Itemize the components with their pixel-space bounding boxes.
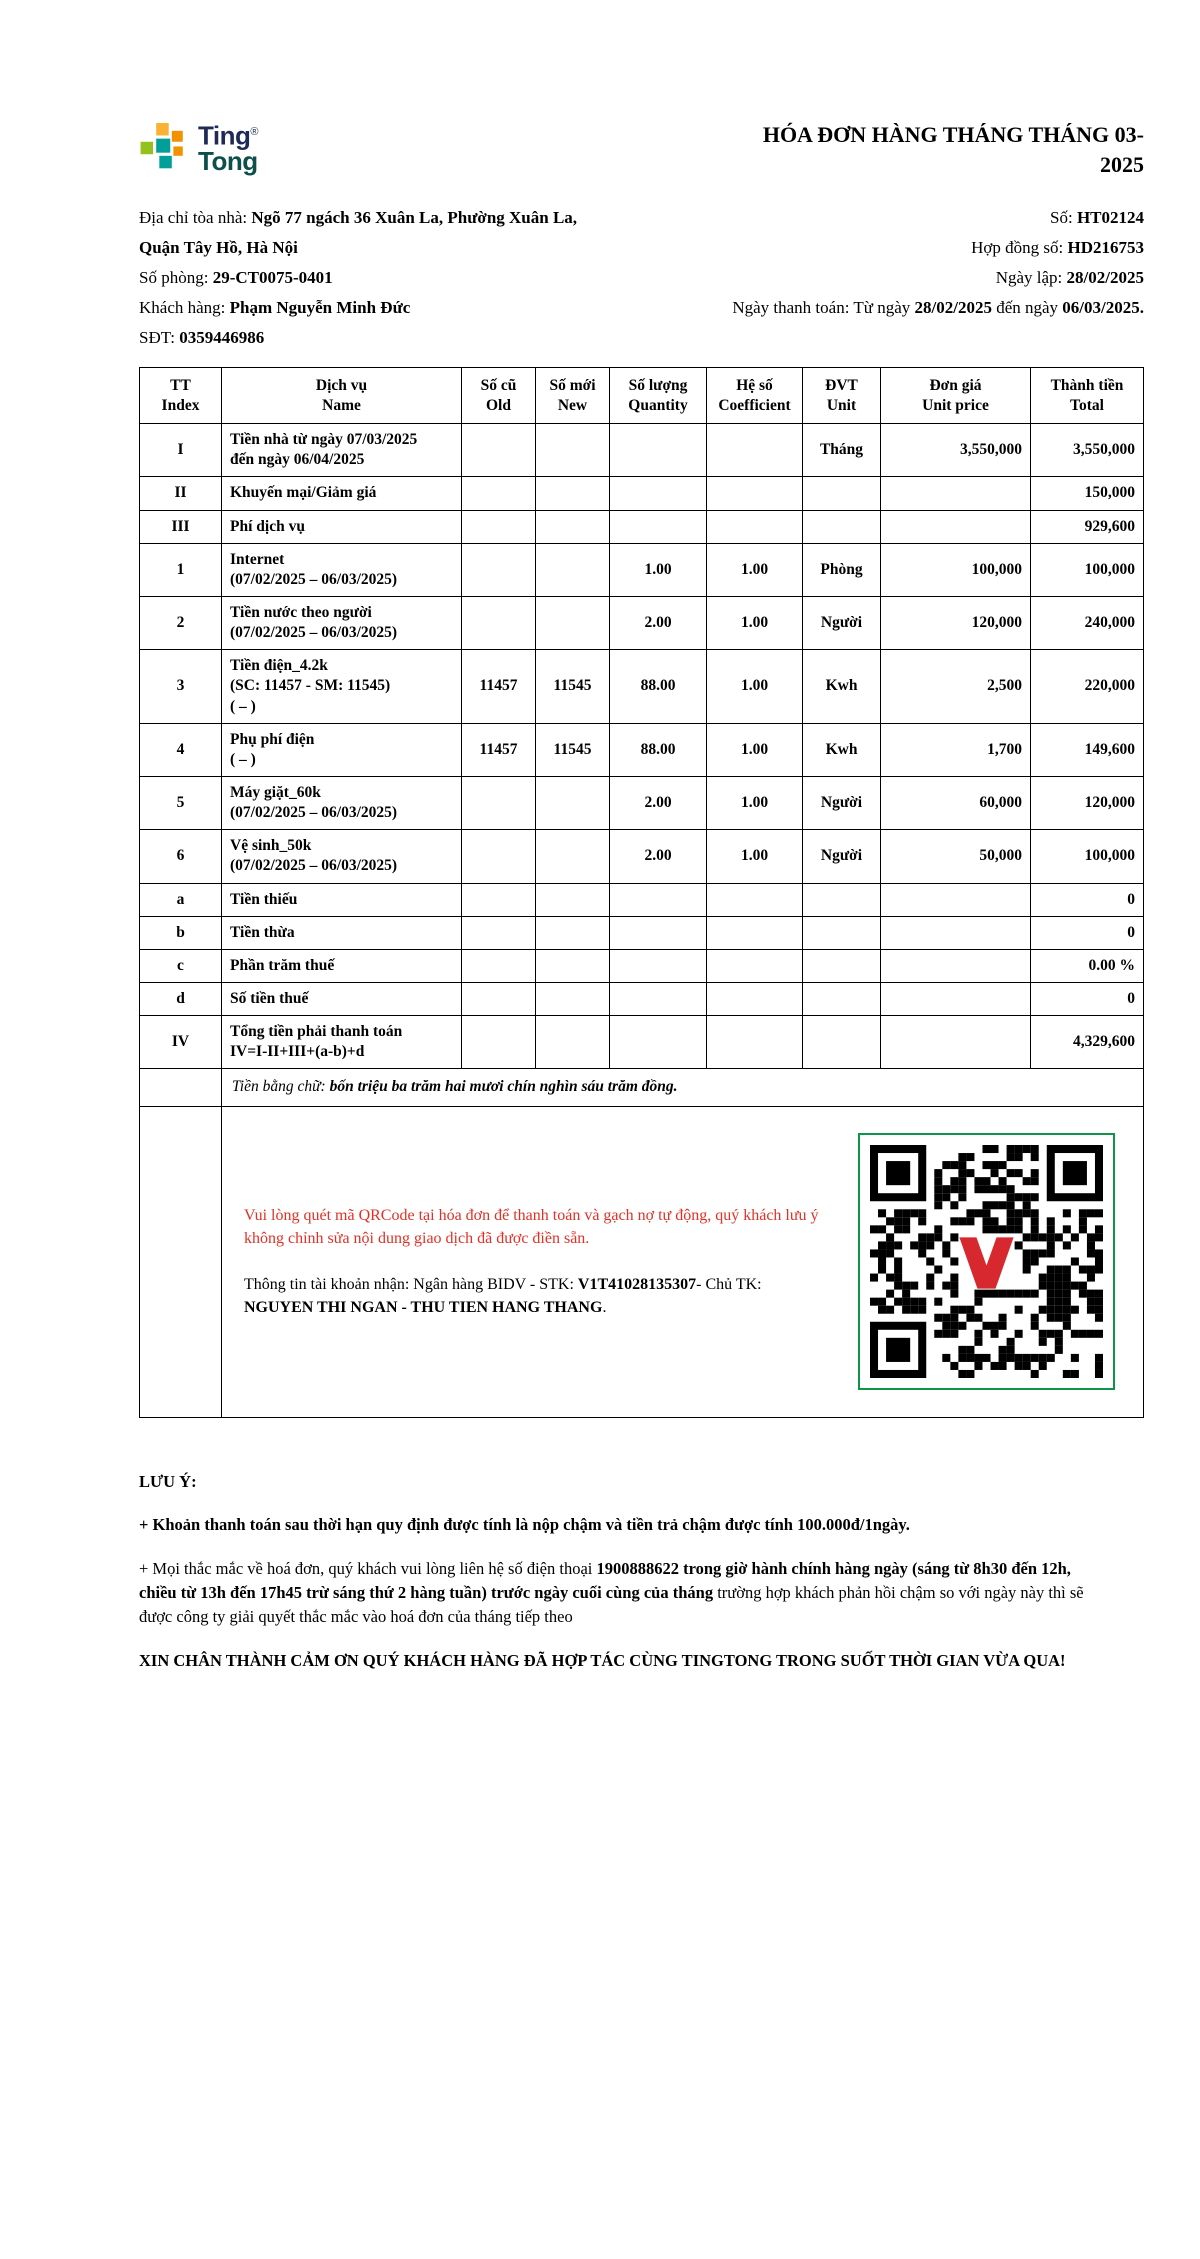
cell-unit: Người xyxy=(803,776,881,829)
cell-price: 1,700 xyxy=(881,723,1031,776)
room-number xyxy=(139,263,577,293)
invoice-title: HÓA ĐƠN HÀNG THÁNG THÁNG 03-2025 xyxy=(762,122,1144,177)
cell-old xyxy=(462,543,536,596)
payment-period xyxy=(732,293,1144,323)
cell-coef xyxy=(707,916,803,949)
cell-unit: Tháng xyxy=(803,424,881,477)
text-part: NGUYEN THI NGAN - THU TIEN HANG THANG xyxy=(244,1298,603,1316)
cell-coef xyxy=(707,949,803,982)
cell-new xyxy=(536,543,610,596)
cell-coef xyxy=(707,510,803,543)
cell-unit xyxy=(803,916,881,949)
issue-date xyxy=(732,263,1144,293)
cell-new xyxy=(536,477,610,510)
column-header xyxy=(1031,368,1144,424)
text-part: HT02124 xyxy=(1076,208,1144,228)
qr-code xyxy=(858,1133,1115,1390)
cell-unit xyxy=(803,477,881,510)
cell-price xyxy=(881,510,1031,543)
bank-account-info xyxy=(244,1273,834,1319)
service-name-cell xyxy=(222,477,462,510)
column-header-line: TT xyxy=(170,377,191,395)
cell-qty: 2.00 xyxy=(610,596,707,649)
cell-old xyxy=(462,596,536,649)
service-name-line: Phần trăm thuế xyxy=(230,956,335,974)
column-header-line: Old xyxy=(486,396,511,414)
service-name-line: Phụ phí điện xyxy=(230,730,315,748)
cell-old xyxy=(462,424,536,477)
invoice-table-body xyxy=(140,424,1144,1069)
service-name-line: đến ngày 06/04/2025 xyxy=(230,451,365,469)
column-header xyxy=(707,368,803,424)
building-address-line1 xyxy=(139,203,577,233)
table-row xyxy=(140,883,1144,916)
cell-new xyxy=(536,830,610,883)
cell-total: 0.00 % xyxy=(1031,949,1144,982)
cell-qty xyxy=(610,883,707,916)
service-name-line: Tiền điện_4.2k xyxy=(230,657,328,675)
cell-total: 150,000 xyxy=(1031,477,1144,510)
cell-price: 120,000 xyxy=(881,596,1031,649)
cell-old: 11457 xyxy=(462,723,536,776)
table-row xyxy=(140,776,1144,829)
cell-new xyxy=(536,424,610,477)
tingtong-logo-icon xyxy=(139,123,189,173)
customer-phone xyxy=(139,323,577,353)
service-name-cell xyxy=(222,916,462,949)
cell-unit: Kwh xyxy=(803,650,881,723)
qr-instruction-note: Vui lòng quét mã QRCode tại hóa đơn để thanh toán và gạch nợ tự động, quý khách lưu ý không chỉnh sửa nội dung giao dịch đã được điền sẵn. xyxy=(244,1207,819,1248)
cell-coef xyxy=(707,982,803,1015)
cell-qty: 88.00 xyxy=(610,650,707,723)
cell-total: 120,000 xyxy=(1031,776,1144,829)
table-row xyxy=(140,916,1144,949)
cell-unit: Người xyxy=(803,596,881,649)
column-header-line: Số lượng xyxy=(628,377,688,395)
service-name-line: Tiền nhà từ ngày 07/03/2025 xyxy=(230,431,418,449)
text-part: Số: xyxy=(1050,208,1077,228)
cell-old: 11457 xyxy=(462,650,536,723)
cell-qty xyxy=(610,424,707,477)
cell-old xyxy=(462,1016,536,1069)
cell-old xyxy=(462,982,536,1015)
cell-index: 3 xyxy=(140,650,222,723)
service-name-line: Tổng tiền phải thanh toán xyxy=(230,1023,403,1041)
text-part: 0359446986 xyxy=(179,328,265,348)
column-header-line: New xyxy=(557,396,588,414)
table-row xyxy=(140,650,1144,723)
cell-unit xyxy=(803,949,881,982)
text-part: Ngày lập: xyxy=(995,268,1067,288)
column-header-line: Unit price xyxy=(922,396,989,414)
cell-price: 3,550,000 xyxy=(881,424,1031,477)
invoice-info xyxy=(139,203,1144,353)
text-part: - Chủ TK: xyxy=(696,1275,762,1293)
text-part: Số phòng: xyxy=(139,268,213,288)
column-header-line: Hệ số xyxy=(736,377,773,395)
cell-coef xyxy=(707,477,803,510)
cell-price: 100,000 xyxy=(881,543,1031,596)
service-name-line: Khuyến mại/Giảm giá xyxy=(230,484,377,502)
cell-qty xyxy=(610,1016,707,1069)
cell-qty: 2.00 xyxy=(610,776,707,829)
table-row xyxy=(140,510,1144,543)
service-name-line: (07/02/2025 – 06/03/2025) xyxy=(230,570,398,588)
text-part: Ngõ 77 ngách 36 Xuân La, Phường Xuân La, xyxy=(251,208,578,228)
text-part: trước ngày cuối cùng của tháng xyxy=(486,1583,714,1603)
cell-price xyxy=(881,1016,1031,1069)
customer-name xyxy=(139,293,577,323)
column-header-line: Index xyxy=(161,396,200,414)
building-address-line2 xyxy=(139,233,577,263)
cell-total: 100,000 xyxy=(1031,543,1144,596)
service-name-cell xyxy=(222,543,462,596)
cell-total: 240,000 xyxy=(1031,596,1144,649)
cell-coef xyxy=(707,883,803,916)
service-name-line: IV=I-II+III+(a-b)+d xyxy=(230,1043,365,1061)
invoice-number xyxy=(732,203,1144,233)
cell-old xyxy=(462,510,536,543)
service-name-cell xyxy=(222,650,462,723)
cell-new xyxy=(536,1016,610,1069)
cell-index: c xyxy=(140,949,222,982)
payment-notes xyxy=(244,1204,834,1319)
column-header xyxy=(140,368,222,424)
logo-wordmark xyxy=(198,120,258,174)
cell-index: II xyxy=(140,477,222,510)
cell-coef: 1.00 xyxy=(707,830,803,883)
column-header-line: Dịch vụ xyxy=(315,377,368,395)
cell-new xyxy=(536,776,610,829)
table-row xyxy=(140,982,1144,1015)
cell-index: III xyxy=(140,510,222,543)
cell-qty: 1.00 xyxy=(610,543,707,596)
text-part: Hợp đồng số: xyxy=(971,238,1068,258)
service-name-line: (SC: 11457 - SM: 11545) xyxy=(230,677,391,695)
cell-coef xyxy=(707,1016,803,1069)
qr-section xyxy=(222,1106,1144,1417)
cell-price: 50,000 xyxy=(881,830,1031,883)
cell-qty xyxy=(610,949,707,982)
cell-total: 100,000 xyxy=(1031,830,1144,883)
qr-row xyxy=(140,1106,1144,1417)
service-name-cell xyxy=(222,883,462,916)
column-header xyxy=(881,368,1031,424)
cell-index: a xyxy=(140,883,222,916)
text-part: Địa chỉ tòa nhà: xyxy=(139,208,252,228)
invoice-page xyxy=(139,0,1144,1673)
service-name-line: ( – ) xyxy=(230,697,256,715)
cell-index: 2 xyxy=(140,596,222,649)
cell-new xyxy=(536,883,610,916)
service-name-cell xyxy=(222,1016,462,1069)
tingtong-logo xyxy=(139,120,258,174)
text-part: Tiền bằng chữ: xyxy=(232,1078,330,1096)
cell-unit xyxy=(803,883,881,916)
cell-new xyxy=(536,949,610,982)
column-header-line: Đơn giá xyxy=(929,377,982,395)
cell-index: I xyxy=(140,424,222,477)
cell-coef: 1.00 xyxy=(707,723,803,776)
service-name-cell xyxy=(222,830,462,883)
column-header-line: Số mới xyxy=(549,377,596,395)
text-part: 29-CT0075-0401 xyxy=(212,268,333,288)
table-row xyxy=(140,596,1144,649)
invoice-table xyxy=(139,367,1144,1417)
column-header-line: ĐVT xyxy=(825,377,858,395)
cell-index: 1 xyxy=(140,543,222,596)
customer-info xyxy=(139,203,577,353)
cell-price xyxy=(881,477,1031,510)
service-name-cell xyxy=(222,424,462,477)
cell-coef: 1.00 xyxy=(707,596,803,649)
service-name-cell xyxy=(222,723,462,776)
cell-total: 0 xyxy=(1031,982,1144,1015)
table-header-row xyxy=(140,368,1144,424)
cell-old xyxy=(462,916,536,949)
service-name-line: Internet xyxy=(230,550,285,568)
service-name-line: Tiền thiếu xyxy=(230,890,298,908)
service-name-line: Máy giặt_60k xyxy=(230,783,321,801)
cell-index: 6 xyxy=(140,830,222,883)
service-name-line: (07/02/2025 – 06/03/2025) xyxy=(230,624,398,642)
column-header-line: Name xyxy=(322,396,361,414)
cell-total: 3,550,000 xyxy=(1031,424,1144,477)
cell-unit: Người xyxy=(803,830,881,883)
column-header xyxy=(222,368,462,424)
cell-qty: 2.00 xyxy=(610,830,707,883)
text-part: bốn triệu ba trăm hai mươi chín nghìn sáu trăm đồng. xyxy=(329,1078,678,1096)
table-row xyxy=(140,543,1144,596)
qr-code-image xyxy=(870,1145,1103,1378)
cell-total: 0 xyxy=(1031,883,1144,916)
service-name-line: Tiền nước theo người xyxy=(230,603,372,621)
cell-index: 5 xyxy=(140,776,222,829)
cell-price xyxy=(881,982,1031,1015)
cell-qty xyxy=(610,916,707,949)
column-header-line: Thành tiền xyxy=(1050,377,1124,395)
service-name-line: (07/02/2025 – 06/03/2025) xyxy=(230,857,398,875)
amount-in-words xyxy=(222,1069,1144,1106)
text-part: đến ngày xyxy=(991,298,1063,318)
column-header-line: Total xyxy=(1070,396,1104,414)
cell-qty xyxy=(610,510,707,543)
empty-cell xyxy=(140,1069,222,1106)
text-part: HD216753 xyxy=(1067,238,1144,258)
cell-old xyxy=(462,883,536,916)
service-name-line: (07/02/2025 – 06/03/2025) xyxy=(230,804,398,822)
column-header xyxy=(462,368,536,424)
cell-index: d xyxy=(140,982,222,1015)
service-name-cell xyxy=(222,949,462,982)
contract-number xyxy=(732,233,1144,263)
column-header-line: Quantity xyxy=(628,396,688,414)
table-row xyxy=(140,1016,1144,1069)
cell-coef xyxy=(707,424,803,477)
cell-new xyxy=(536,596,610,649)
cell-price xyxy=(881,883,1031,916)
cell-old xyxy=(462,477,536,510)
cell-qty xyxy=(610,982,707,1015)
text-part: + Mọi thắc mắc về hoá đơn, quý khách vui lòng liên hệ số điện thoại xyxy=(139,1559,597,1579)
invoice-table-footer xyxy=(140,1069,1144,1417)
text-part: Quận Tây Hồ, Hà Nội xyxy=(139,238,298,258)
cell-price: 60,000 xyxy=(881,776,1031,829)
thank-you-note: XIN CHÂN THÀNH CẢM ƠN QUÝ KHÁCH HÀNG ĐÃ HỢP TÁC CÙNG TINGTONG TRONG SUỐT THỜI GIAN VỪA QUA! xyxy=(139,1651,1066,1671)
cell-new: 11545 xyxy=(536,723,610,776)
invoice-table-head xyxy=(140,368,1144,424)
text-part: 28/02/2025 xyxy=(914,298,992,318)
invoice-header xyxy=(139,120,1144,179)
table-row xyxy=(140,949,1144,982)
cell-index: b xyxy=(140,916,222,949)
column-header-line: Số cũ xyxy=(480,377,517,395)
cell-old xyxy=(462,776,536,829)
text-part: 28/02/2025 xyxy=(1066,268,1144,288)
column-header xyxy=(610,368,707,424)
logo-text-tong: Tong xyxy=(198,145,258,176)
text-part: Khách hàng: xyxy=(139,298,230,318)
text-part: . xyxy=(602,1298,607,1316)
text-part: Thông tin tài khoản nhận: Ngân hàng BIDV - STK: xyxy=(244,1275,578,1293)
text-part: Phạm Nguyễn Minh Đức xyxy=(229,298,411,318)
cell-total: 4,329,600 xyxy=(1031,1016,1144,1069)
cell-unit xyxy=(803,982,881,1015)
empty-cell xyxy=(140,1106,222,1417)
footer-heading: LƯU Ý: xyxy=(139,1471,197,1491)
table-row xyxy=(140,424,1144,477)
cell-index: 4 xyxy=(140,723,222,776)
cell-new xyxy=(536,916,610,949)
cell-unit: Phòng xyxy=(803,543,881,596)
cell-coef: 1.00 xyxy=(707,650,803,723)
text-part: SĐT: xyxy=(139,328,180,348)
service-name-line: Phí dịch vụ xyxy=(230,517,305,535)
amount-in-words-row xyxy=(140,1069,1144,1106)
invoice-meta xyxy=(732,203,1144,353)
service-name-cell xyxy=(222,596,462,649)
late-payment-note: + Khoản thanh toán sau thời hạn quy định được tính là nộp chậm và tiền trả chậm được tính 100.000đ/1ngày. xyxy=(139,1515,910,1535)
cell-new xyxy=(536,982,610,1015)
column-header-line: Coefficient xyxy=(718,396,791,414)
invoice-footer xyxy=(139,1470,1084,1674)
service-name-cell xyxy=(222,776,462,829)
cell-total: 0 xyxy=(1031,916,1144,949)
text-part: trường hợp khách phản hồi chậm so với ngày này thì sẽ được công ty giải quyết thắc mắc vào hoá đơn của tháng tiếp theo xyxy=(139,1583,1084,1627)
cell-coef: 1.00 xyxy=(707,776,803,829)
registered-mark: ® xyxy=(250,126,259,138)
cell-total: 220,000 xyxy=(1031,650,1144,723)
service-name-cell xyxy=(222,510,462,543)
text-part: 1900888622 trong giờ hành chính hàng ngày (sáng từ 8h30 đến 12h, chiều từ 13h đến 17h45 trừ sáng thứ 2 hàng tuần) xyxy=(139,1559,1071,1603)
service-name-line: Vệ sinh_50k xyxy=(230,837,312,855)
cell-old xyxy=(462,830,536,883)
cell-qty xyxy=(610,477,707,510)
cell-new xyxy=(536,510,610,543)
table-row xyxy=(140,830,1144,883)
cell-unit: Kwh xyxy=(803,723,881,776)
cell-unit xyxy=(803,1016,881,1069)
column-header xyxy=(803,368,881,424)
logo-text-ting xyxy=(198,120,258,149)
cell-total: 149,600 xyxy=(1031,723,1144,776)
cell-old xyxy=(462,949,536,982)
cell-coef: 1.00 xyxy=(707,543,803,596)
cell-unit xyxy=(803,510,881,543)
cell-new: 11545 xyxy=(536,650,610,723)
cell-qty: 88.00 xyxy=(610,723,707,776)
service-name-line: ( – ) xyxy=(230,750,256,768)
column-header-line: Unit xyxy=(826,396,857,414)
text-part: V1T41028135307 xyxy=(577,1275,697,1293)
table-row xyxy=(140,723,1144,776)
logo-ting-label: Ting xyxy=(198,120,251,151)
cell-index: IV xyxy=(140,1016,222,1069)
cell-price xyxy=(881,916,1031,949)
service-name-cell xyxy=(222,982,462,1015)
table-row xyxy=(140,477,1144,510)
column-header xyxy=(536,368,610,424)
service-name-line: Tiền thừa xyxy=(230,923,295,941)
text-part: 06/03/2025. xyxy=(1062,298,1144,318)
hotline-note xyxy=(139,1557,1084,1629)
cell-price xyxy=(881,949,1031,982)
cell-total: 929,600 xyxy=(1031,510,1144,543)
service-name-line: Số tiền thuế xyxy=(230,989,309,1007)
text-part: Ngày thanh toán: Từ ngày xyxy=(732,298,915,318)
cell-price: 2,500 xyxy=(881,650,1031,723)
